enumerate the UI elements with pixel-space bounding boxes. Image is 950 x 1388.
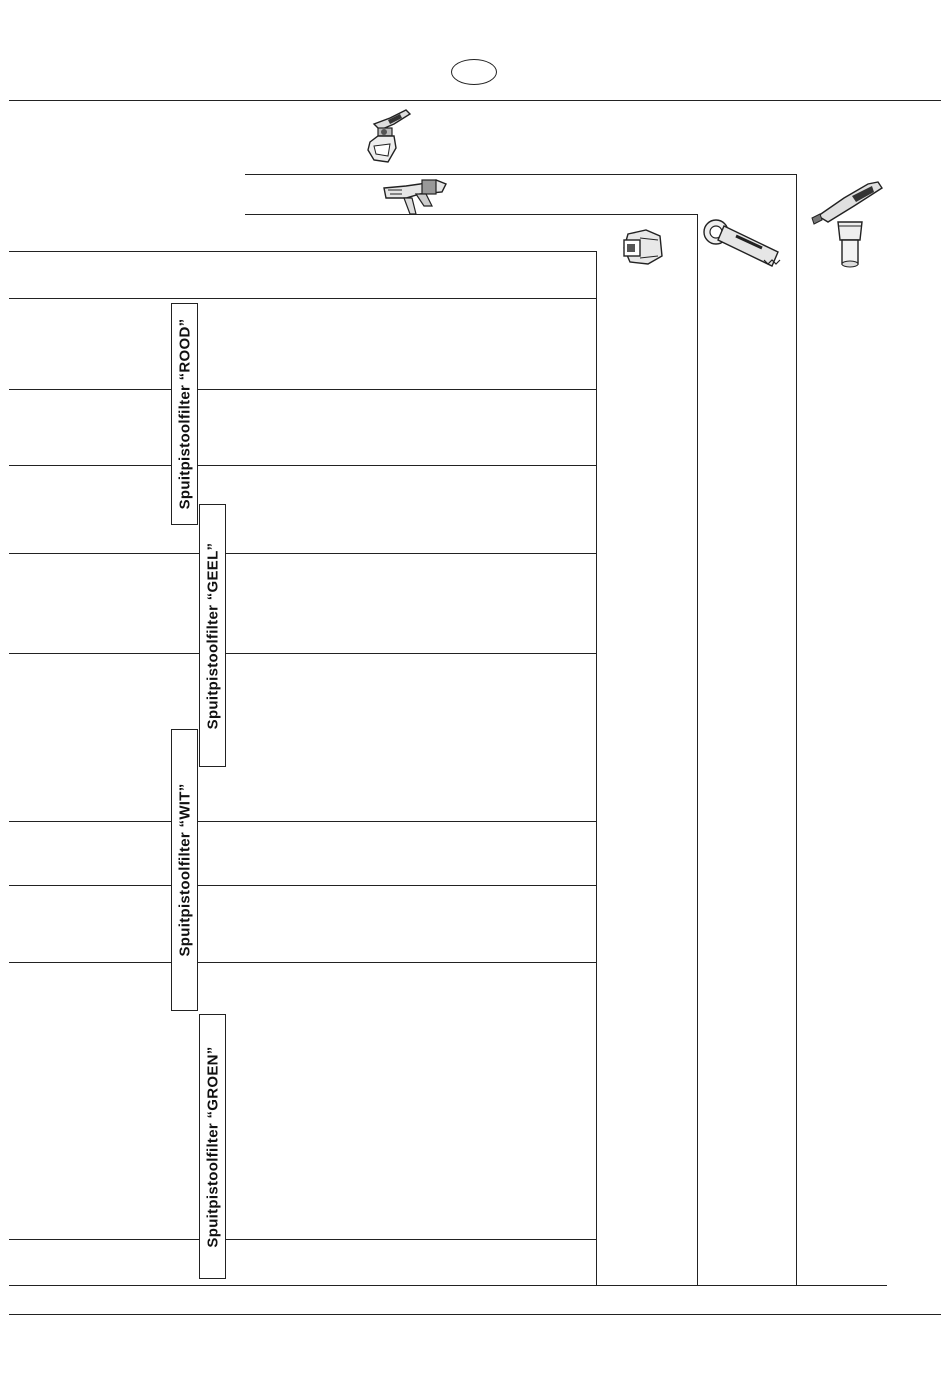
- frame-right-line-1: [596, 251, 597, 1286]
- filter-label-red-text: Spuitpistoolfilter “ROOD”: [176, 318, 193, 510]
- tip-wrench-icon: [700, 210, 786, 272]
- frame-top-line-2: [245, 214, 697, 215]
- tip-guard-icon: [618, 226, 668, 270]
- header-divider: [9, 100, 941, 101]
- row-line-4: [9, 553, 597, 554]
- row-line-0: [9, 251, 597, 252]
- row-line-1: [9, 298, 597, 299]
- language-badge: [451, 59, 497, 85]
- filter-label-yellow: [199, 504, 226, 767]
- row-line-5: [9, 653, 597, 654]
- filter-label-white-text: Spuitpistoolfilter “WIT”: [176, 783, 193, 957]
- filter-label-white: [171, 729, 198, 1011]
- spray-gun-small-icon: [380, 176, 452, 218]
- row-line-7: [9, 885, 597, 886]
- filter-label-red: [171, 303, 198, 525]
- frame-right-line-2: [697, 214, 698, 1286]
- frame-right-line-3: [796, 174, 797, 1286]
- row-line-3: [9, 465, 597, 466]
- filter-label-yellow-text: Spuitpistoolfilter “GEEL”: [204, 542, 221, 729]
- row-line-6: [9, 821, 597, 822]
- frame-top-line-1: [245, 174, 797, 175]
- table-bottom-line: [9, 1285, 887, 1286]
- row-line-9: [9, 1239, 597, 1240]
- row-line-8: [9, 962, 597, 963]
- filter-label-green-text: Spuitpistoolfilter “GROEN”: [204, 1045, 221, 1248]
- spray-gun-icon: [360, 106, 420, 166]
- footer-divider: [9, 1314, 941, 1315]
- filter-label-green: [199, 1014, 226, 1279]
- row-line-2: [9, 389, 597, 390]
- spray-tip-icon: [808, 176, 888, 270]
